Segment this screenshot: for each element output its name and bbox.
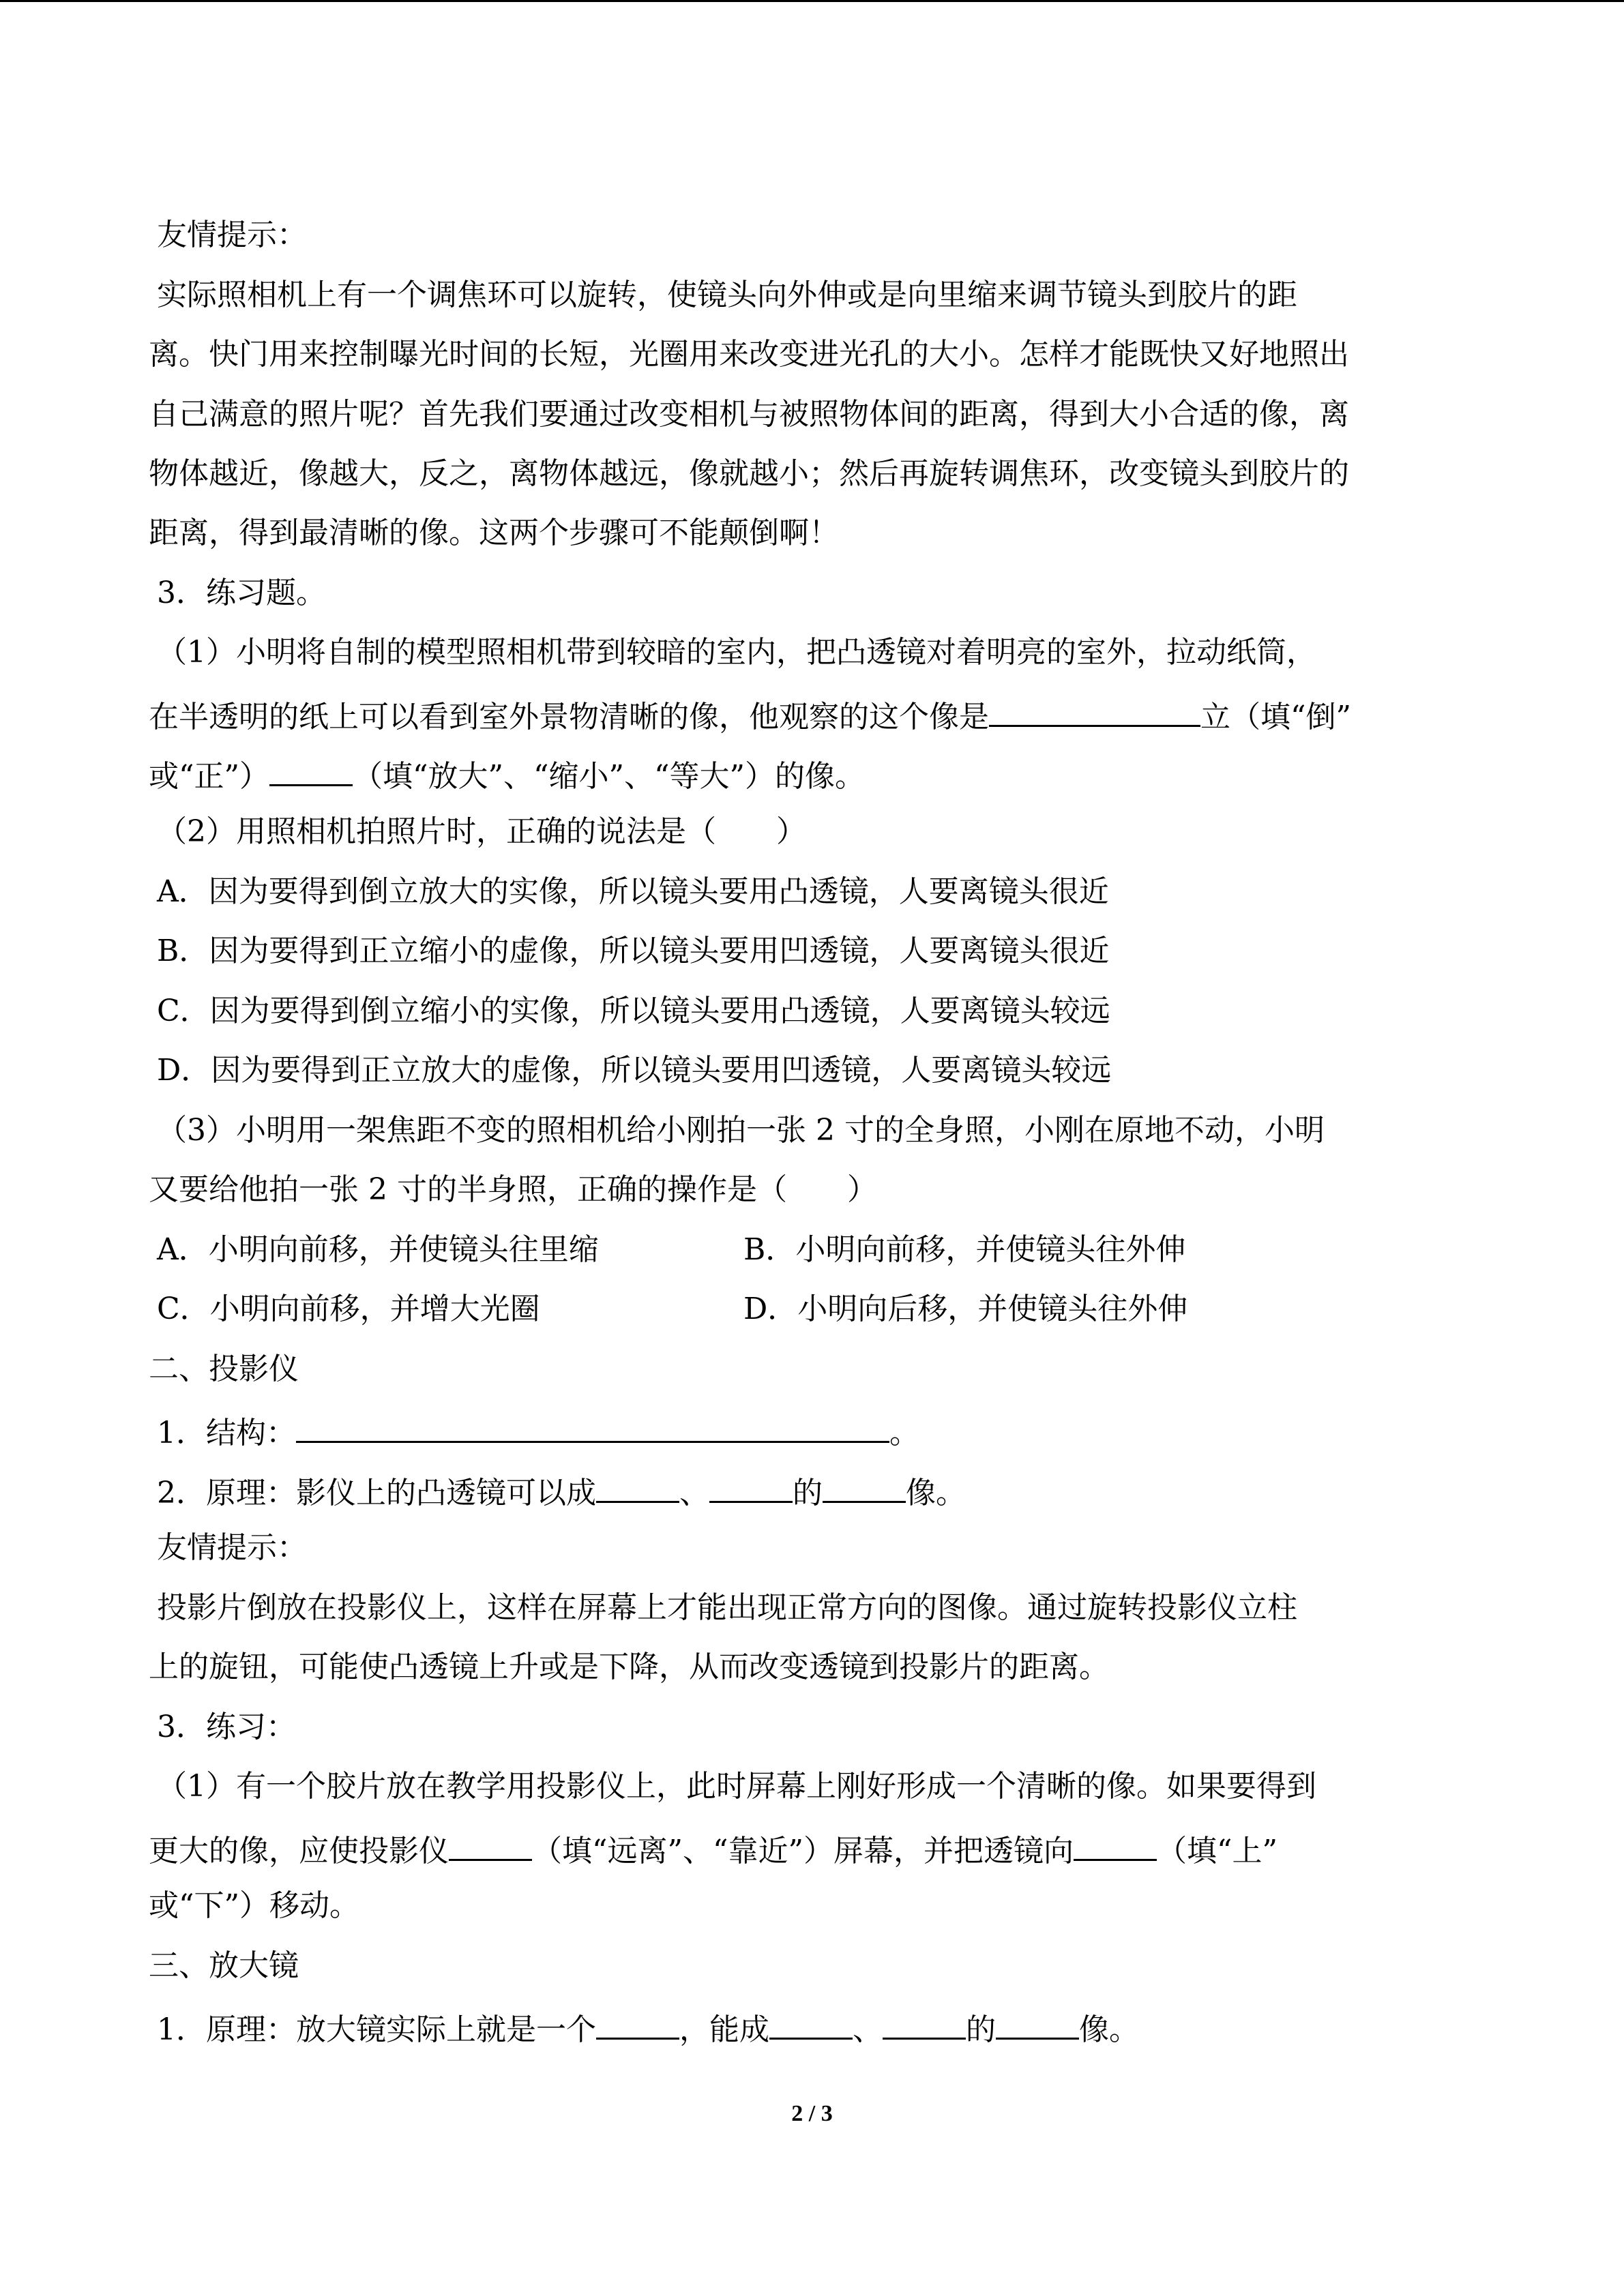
- answer-blank[interactable]: [989, 692, 1200, 727]
- question-3-line: 又要给他拍一张 2 寸的半身照，正确的操作是（ ）: [149, 1172, 877, 1207]
- answer-blank[interactable]: [769, 2005, 853, 2040]
- answer-blank[interactable]: [596, 1468, 679, 1503]
- option-c: C．因为要得到倒立缩小的实像，所以镜头要用凸透镜，人要离镜头较远: [157, 994, 1110, 1028]
- answer-blank[interactable]: [709, 1468, 793, 1503]
- question-1-line: （1）小明将自制的模型照相机带到较暗的室内，把凸透镜对着明亮的室外，拉动纸筒，: [157, 635, 1316, 670]
- section-heading-projector: 二、投影仪: [149, 1352, 299, 1386]
- projector-question-line: 更大的像，应使投影仪 （填“远离”、“靠近”）屏幕，并把透镜向 （填“上”: [149, 1826, 1278, 1867]
- option-a: A．小明向前移，并使镜头往里缩: [157, 1232, 599, 1267]
- option-a: A．因为要得到倒立放大的实像，所以镜头要用凸透镜，人要离镜头很近: [157, 874, 1109, 909]
- question-1-line: 在半透明的纸上可以看到室外景物清晰的像，他观察的这个像是 立（填“倒”: [149, 692, 1351, 733]
- magnifier-principle-line: 1．原理：放大镜实际上就是一个 ，能成 、 的 像。: [157, 2005, 1139, 2046]
- option-b: B．小明向前移，并使镜头往外伸: [743, 1232, 1186, 1267]
- exercise-heading: 3．练习题。: [157, 576, 326, 610]
- tip-paragraph-line: 上的旋钮，可能使凸透镜上升或是下降，从而改变透镜到投影片的距离。: [149, 1650, 1109, 1684]
- tip-paragraph-line: 投影片倒放在投影仪上，这样在屏幕上才能出现正常方向的图像。通过旋转投影仪立柱: [157, 1590, 1297, 1625]
- answer-blank[interactable]: [883, 2005, 966, 2040]
- option-b: B．因为要得到正立缩小的虚像，所以镜头要用凹透镜，人要离镜头很近: [157, 934, 1110, 968]
- tip-paragraph-line: 实际照相机上有一个调焦环可以旋转，使镜头向外伸或是向里缩来调节镜头到胶片的距: [157, 278, 1297, 312]
- answer-blank[interactable]: [996, 2005, 1079, 2040]
- tip-heading: 友情提示：: [157, 1530, 307, 1565]
- answer-blank[interactable]: [296, 1408, 889, 1443]
- tip-paragraph-line: 自己满意的照片呢？首先我们要通过改变相机与被照物体间的距离，得到大小合适的像，离: [149, 397, 1349, 432]
- tip-heading: 友情提示：: [157, 218, 307, 252]
- tip-paragraph-line: 距离，得到最清晰的像。这两个步骤可不能颠倒啊！: [149, 516, 839, 550]
- question-3-line: （3）小明用一架焦距不变的照相机给小刚拍一张 2 寸的全身照，小刚在原地不动，小明: [157, 1113, 1325, 1148]
- page-number: 2 / 3: [791, 2101, 833, 2126]
- answer-blank[interactable]: [596, 2005, 679, 2040]
- answer-blank[interactable]: [1074, 1826, 1157, 1861]
- answer-blank[interactable]: [269, 751, 353, 786]
- option-c: C．小明向前移，并增大光圈: [157, 1292, 540, 1326]
- principle-line: 2．原理：影仪上的凸透镜可以成 、 的 像。: [157, 1468, 966, 1509]
- section-heading-magnifier: 三、放大镜: [149, 1948, 299, 1983]
- top-border-rule: [0, 0, 1624, 2]
- option-d: D．小明向后移，并使镜头往外伸: [743, 1292, 1188, 1326]
- structure-line: 1．结构： 。: [157, 1408, 919, 1449]
- tip-paragraph-line: 离。快门用来控制曝光时间的长短，光圈用来改变进光孔的大小。怎样才能既快又好地照出: [149, 337, 1349, 372]
- question-1-line: 或“正”） （填“放大”、“缩小”、“等大”）的像。: [149, 751, 865, 792]
- projector-question-line: （1）有一个胶片放在教学用投影仪上，此时屏幕上刚好形成一个清晰的像。如果要得到: [157, 1769, 1316, 1804]
- exercise-heading: 3．练习：: [157, 1710, 296, 1744]
- question-2: （2）用照相机拍照片时，正确的说法是（ ）: [157, 814, 806, 849]
- projector-question-line: 或“下”）移动。: [149, 1888, 359, 1923]
- tip-paragraph-line: 物体越近，像越大，反之，离物体越远，像就越小；然后再旋转调焦环，改变镜头到胶片的: [149, 456, 1349, 491]
- answer-blank[interactable]: [823, 1468, 906, 1503]
- answer-blank[interactable]: [449, 1826, 532, 1861]
- option-d: D．因为要得到正立放大的虚像，所以镜头要用凹透镜，人要离镜头较远: [157, 1053, 1112, 1088]
